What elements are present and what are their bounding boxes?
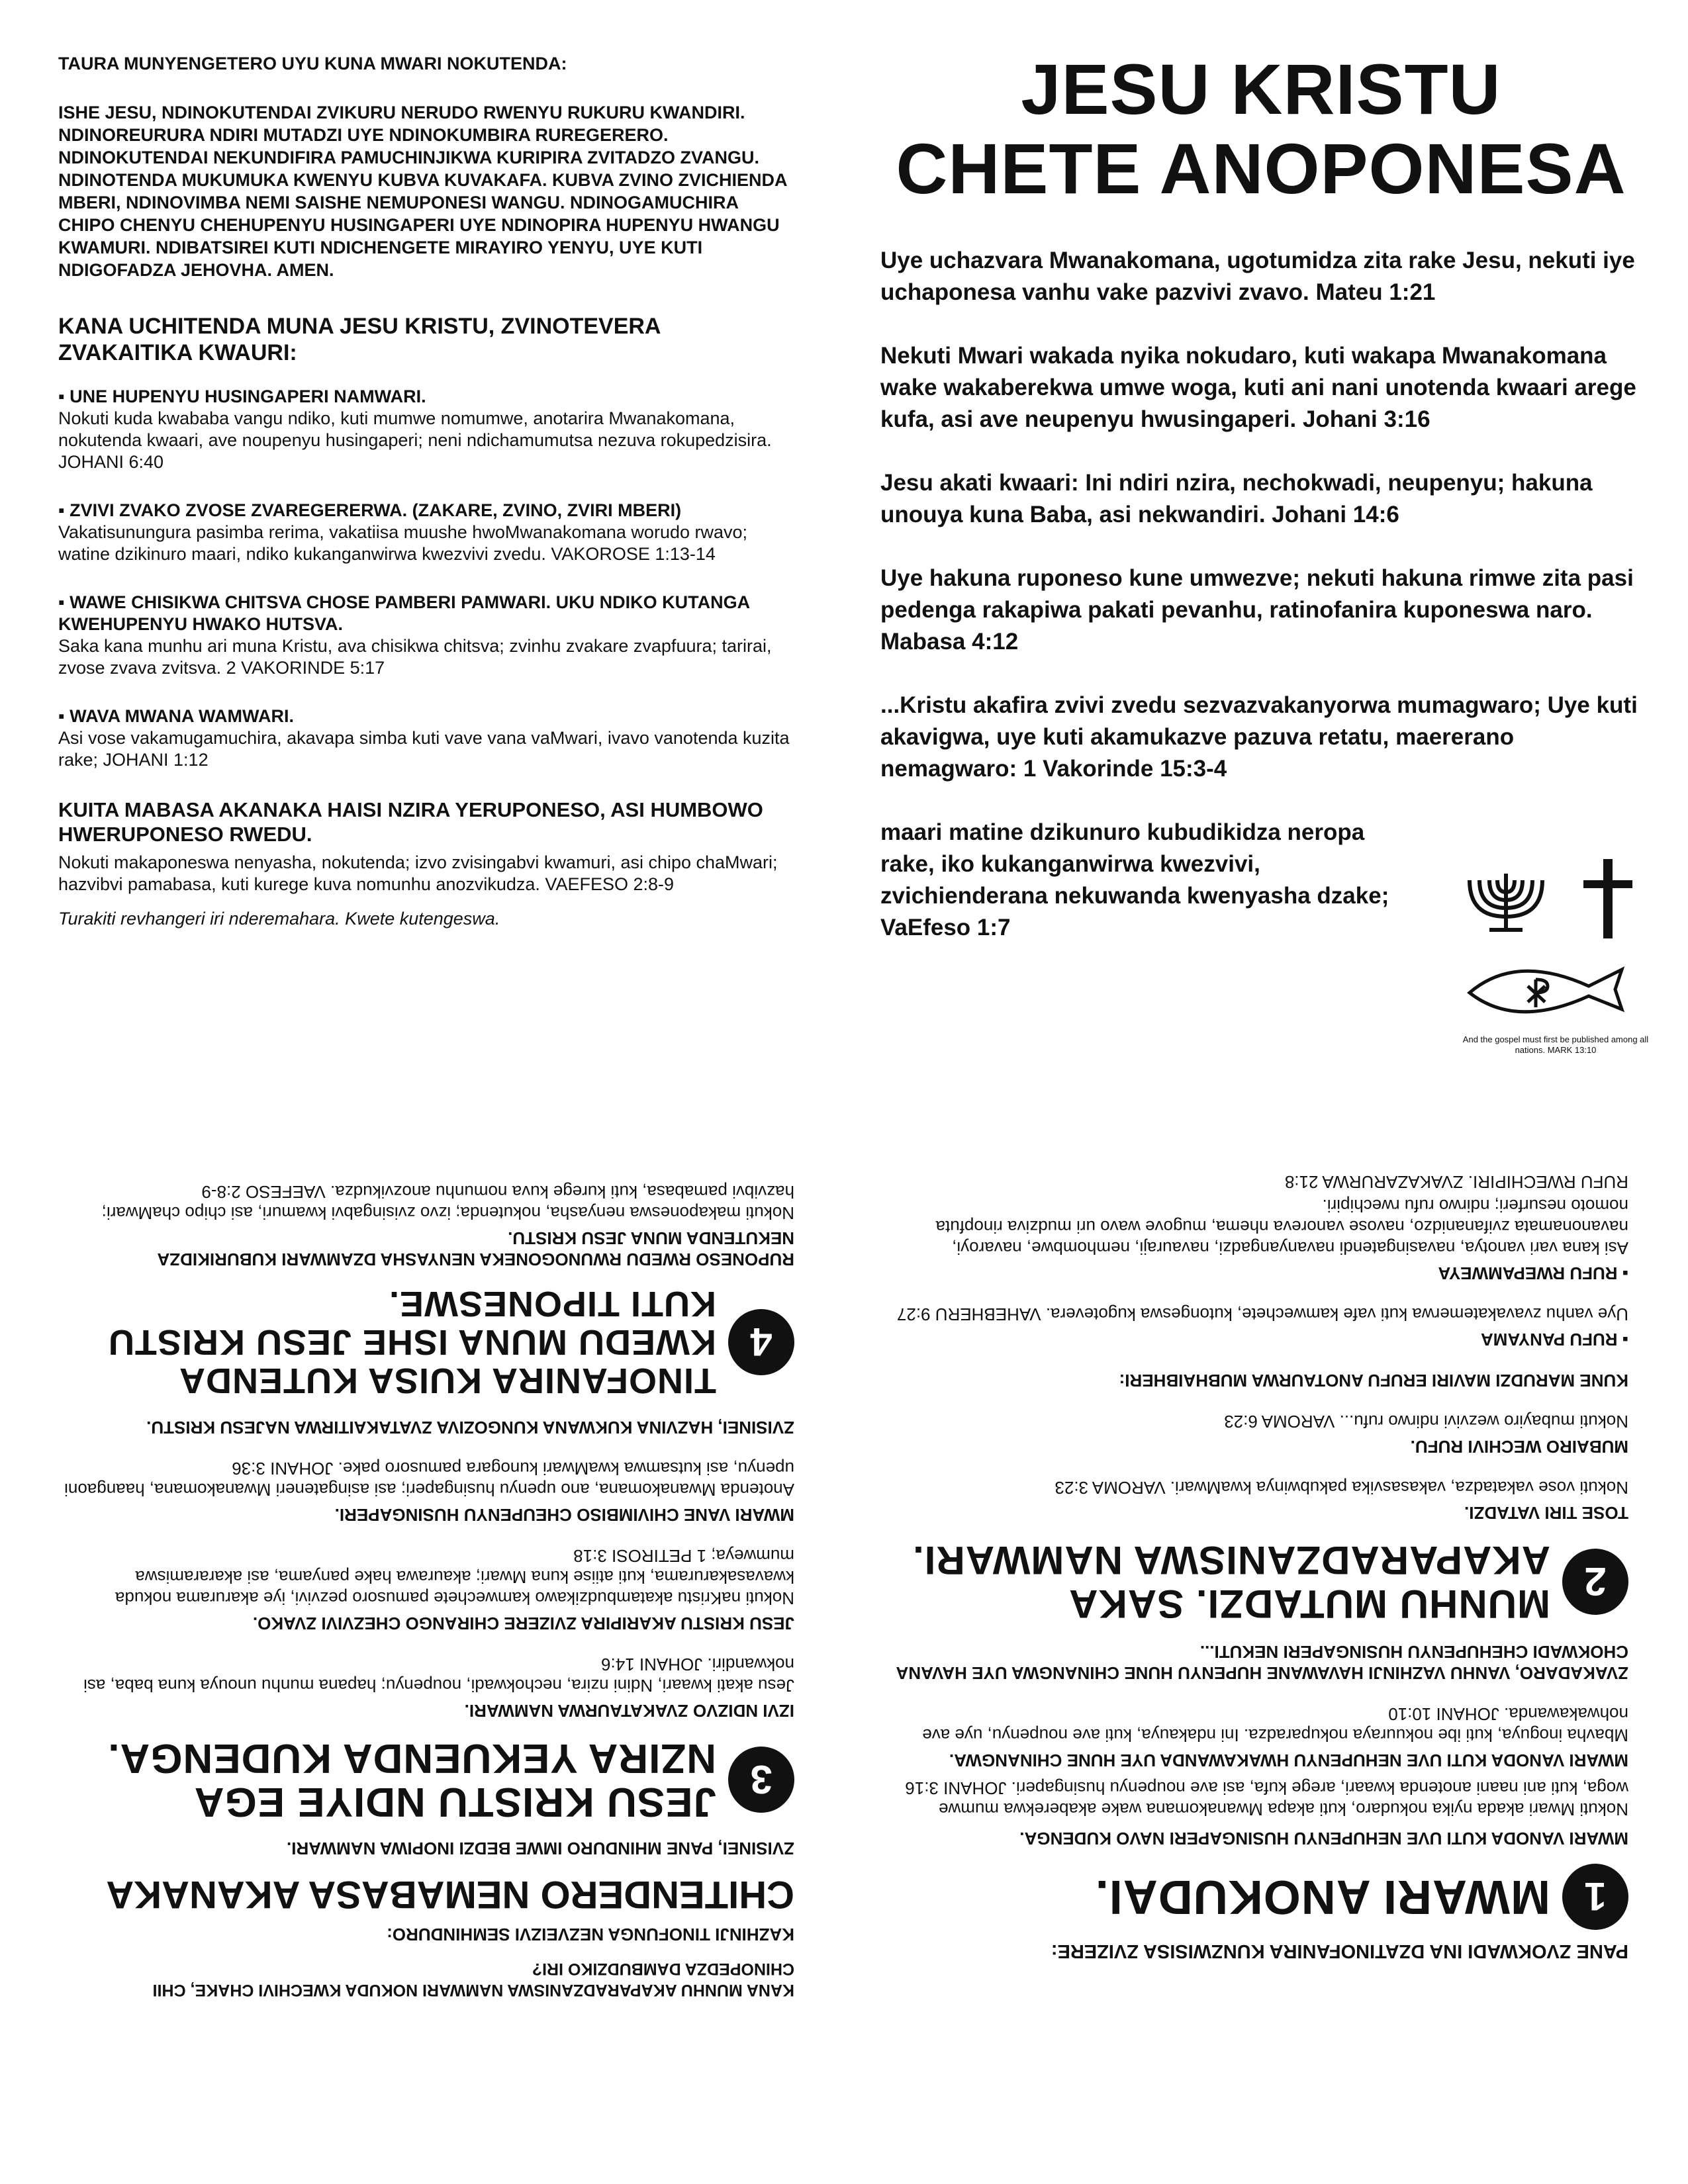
verse-mateu: Uye uchazvara Mwanakomana, ugotumidza zita rake Jesu, nekuti iye uchaponesa vanhu vake pazvivi zvavo. Mateu 1:21 [880, 248, 1635, 305]
bullet-body: Saka kana munhu ari muna Kristu, ava chisikwa chitsva; zvinhu zvakare zvapfuura; tarirai, zvose zvava zvitsva. 2 VAKORINDE 5:17 [58, 636, 772, 678]
sec3-b3-title: IZVI NDIZVO ZVAKATAURWA NAMWARI. [464, 1701, 794, 1721]
bullet-1 [58, 386, 793, 473]
sec3-b2-body: Nokuti naKristu akatambudzikawo kamwechete pamusoro pezvivi, iye akarurama nokuda kwavasakarurama, kuti atiise kuna Mwari; akaurawa hake panyama, asi akararamiswa mumweya; 1 PETIROSI 3:18 [115, 1546, 794, 1608]
sec2-top1: RUFU RWECHIPIRI. ZVAKAZARURWA 21:8 [1284, 1172, 1628, 1192]
sec3-note: ZVISINEI, PANE MHINDURO IMWE BEDZI INOPIWA NAMWARI. [287, 1839, 794, 1858]
sec2-mubairo-title: MUBAIRO WECHIVI RUFU. [1410, 1437, 1628, 1457]
sec2-rufu-panyama: ▪ RUFU PANYAMA [1480, 1330, 1628, 1349]
good-works-body: Nokuti makaponeswa nenyasha, nokutenda; izvo zvisingabvi kwamuri, asi chipo chaMwari; hazvibvi pamabasa, kuti kurege kuva nomunhu anozvikudza. VAEFESO 2:8-9 [58, 852, 778, 894]
sec3-b3-body: Jesu akati kwaari, Ndini nzira, nechokwadi, noupenyu; hapana munhu unouya kuna baba, asi nokwandiri. JOHANI 14:6 [83, 1655, 794, 1696]
sec4-intro: ZVISINEI, HAZVINA KUKWANA KUNGOZIVA ZVATAKAITIRWA NAJESU KRISTU. [146, 1418, 794, 1437]
bullet-3 [58, 592, 793, 679]
menorah-icon [1470, 874, 1542, 930]
main-title [880, 50, 1642, 208]
section-4-header [60, 1285, 794, 1400]
bullet-body: Vakatisunungura pasimba rerima, vakatiisa muushe hwoMwanakomana worudo rwavo; watine dzikinuro maari, ndiko kukanganwirwa kwezvivi zvedu. VAKOROSE 1:13-14 [58, 522, 748, 564]
symbols-block [1456, 854, 1655, 1056]
bullet-4 [58, 705, 793, 771]
sec3-b2-title: JESU KRISTU AKARIPIRA ZVIZERE CHIRANGO CHEZVIVI ZVAKO. [252, 1614, 794, 1633]
verse-johani-14-6: Jesu akati kwaari: Ini ndiri nzira, nechokwadi, neupenyu; hakuna unouya kuna Baba, asi nekwandiri. Johani 14:6 [880, 470, 1593, 527]
section-number-badge: 3 [728, 1747, 794, 1813]
sec2-top2: Asi kana vari vanotya, navasingatendi navanyangadzi, navauraji, nemhombwe, navaroyi, navanonamata zvifananidzo, navose vanoreva nhema, mugove wavo uri mudziva rinopfuta nomoto nesurferi; ndirwo rufu rwechipiri. [935, 1196, 1628, 1258]
chitendero-heading: CHITENDERO NEMABASA AKANAKA [106, 1873, 794, 1916]
bullet-body: Asi vose vakamugamuchira, akavapa simba kuti vave vana vaMwari, ivavo vanotenda kuzita rake; JOHANI 1:12 [58, 728, 790, 770]
heading-good-works: KUITA MABASA AKANAKA HAISI NZIRA YERUPONESO, ASI HUMBOWO HWERUPONESO RWEDU. [58, 798, 763, 846]
verse-johani-3-16: Nekuti Mwari wakada nyika nokudaro, kuti wakapa Mwanakomana wake wakaberekwa umwe woga, kuti ani nani unotenda kwaari arege kufa, asi ave neupenyu hwusingaperi. Johani 3:16 [880, 343, 1636, 432]
ichthys-icon [1470, 970, 1622, 1012]
section-2-title: MUNHU MUTADZI. SAKA AKAPARADZANISWA NAMWARI. [912, 1538, 1550, 1626]
sec1-b1-body: Nokuti Mwari akada nyika nokudaro, kuti akapa Mwanakomana wake akaberekwa mumwe woga, kuti ani naani anotenda kwaari, arege kufa, asi ave noupenyu husingaperi. JOHANI 3:16 [905, 1778, 1628, 1819]
bullet-title: ▪ WAWE CHISIKWA CHITSVA CHOSE PAMBERI PAMWARI. UKU NDIKO KUTANGA KWEHUPENYU HWAKO HUTSVA. [58, 592, 750, 634]
pane-heading: PANE ZVOKWADI INA DZATINOFANIRA KUNZWISISA ZVIZERE: [1051, 1940, 1628, 1962]
sec1-b2-body: Mbavha inoguya, kuti ibe nokuuraya nokuparadza. Ini ndakauya, kuti ave noupenyu, uye ave nohwakawanda. JOHANI 10:10 [922, 1704, 1628, 1745]
section-3-title: JESU KRISTU NDIYE EGA NZIRA YEKUENDA KUDENGA. [107, 1735, 716, 1825]
sec2-rufu-pamweya: ▪ RUFU RWEPAMWEYA [1438, 1263, 1628, 1283]
sec4-b1-title: RUPONESO RWEDU RWUNOGONEKA NENYASHA DZAMWARI KUBURIKIDZA NEKUTENDA MUNA JESU KRISTU. [158, 1228, 794, 1269]
title-line-2: CHETE ANOPONESA [896, 128, 1626, 208]
symbols-graphic [1456, 854, 1655, 1026]
bottom-right-panel [894, 1152, 1628, 1962]
bullet-2 [58, 500, 793, 565]
cross-icon [1583, 859, 1632, 938]
section-3-header [60, 1736, 794, 1823]
sec3-intro-body: Anotenda Mwanakomana, ano upenyu husingaperi; asi asingateneri Mwanakomana, haangaoni upenyu, asi kutsamwa kwaMwari kunogara pamusoro pake. JOHANI 3:36 [64, 1459, 794, 1500]
sec2-kune: KUNE MARUDZI MAVIRI ERUFU ANOTAURWA MUBHAIBHERI: [1119, 1371, 1628, 1390]
sec3-intro-title: MWARI VANE CHIVIMBISO CHEUPENYU HUSINGAPERI. [334, 1505, 794, 1525]
sec2-mubairo-body: Nokuti mubayiro wezvivi ndirwo rufu... VAROMA 6:23 [1224, 1412, 1628, 1432]
verse-mabasa: Uye hakuna ruponeso kune umwezve; nekuti hakuna rimwe zita pasi pedenga rakapiwa pakati pevanhu, ratinofanira kuponeswa naro. Mabasa 4:12 [880, 565, 1634, 655]
kazhinji-text: KAZHINJI TINOFUNGA NEZVEIZVI SEMHINDURO: [387, 1925, 794, 1944]
verse-vaefeso: maari matine dzikunuro kubudikidza neropa rake, iko kukanganwirwa kwezvivi, zvichienderana nekuwanda kwenyasha dzake; VaEfeso 1:7 [880, 819, 1389, 940]
free-tract-note: Turakiti revhangeri iri nderemahara. Kwete kutengeswa. [58, 909, 500, 929]
section-number-badge: 4 [728, 1309, 794, 1375]
prayer-heading: TAURA MUNYENGETERO UYU KUNA MWARI NOKUTENDA: [58, 54, 567, 73]
sec1-b0: MWARI VANODA KUTI UVE NEHUPENYU HUSINGAPERI NAVO KUDENGA. [1019, 1829, 1628, 1848]
bullet-title: ▪ UNE HUPENYU HUSINGAPERI NAMWARI. [58, 387, 426, 406]
verse-vakorinde: ...Kristu akafira zvivi zvedu sezvazvakanyorwa mumagwaro; Uye kuti akavigwa, uye kuti akamukazve pazuva retatu, maererano nemagwaro: 1 Vakorinde 15:3-4 [880, 692, 1638, 782]
prayer-text: ISHE JESU, NDINOKUTENDAI ZVIKURU NERUDO RWENYU RUKURU KWANDIRI. NDINOREURURA NDIRI MUTADZI UYE NDINOKUMBIRA RUREGERERO. NDINOKUTENDAI NEKUNDIFIRA PAMUCHINJIKWA KURIPIRA ZVITADZO ZVANGU. NDINOTENDA MUKUMUKA KWENYU KUBVA KUVAKAFA. KUBVA ZVINO ZVICHIENDA MBERI, NDINOVIMBA NEMI SAISHE NEMUPONESI WANGU. NDINOGAMUCHIRA CHIPO CHENYU CHEHUPENYU HUSINGAPERI UYE NDINOPIRA HUPENYU HWANGU KWAMURI. NDIBATSIREI KUTI NDICHENGETE MIRAYIRO YENYU, UYE KUTI NDIGOFADZA JEHOVHA. AMEN. [58, 103, 787, 280]
symbol-caption: And the gospel must first be published among all nations. MARK 13:10 [1462, 1034, 1649, 1055]
sec2-tose-title: TOSE TIRI VATADZI. [1464, 1503, 1628, 1523]
bottom-left-panel [60, 1161, 794, 2001]
sec1-b1-title: MWARI VANODA KUTI UVE NEHUPENYU HWAKAWANDA UYE HUNE CHINANGWA. [949, 1751, 1628, 1770]
kana-munhu-question: KANA MUNHU AKAPARADZANISWA NAMWARI NOKUDA KWECHIVI CHAKE, CHII CHINOPEDZA DAMBUDZIKO IRI? [152, 1960, 794, 1999]
title-line-1: JESU KRISTU [1021, 49, 1501, 129]
sec4-b1-body: Nokuti makaponeswa nenyasha, nokutenda; izvo zvisingabvi kwamuri, asi chipo chaMwari; hazvibvi pamabasa, kuti kurege kuva nomunhu anozvikudza. VAEFESO 2:8-9 [101, 1182, 794, 1223]
top-right-panel [880, 49, 1649, 1055]
heading-if-believe: KANA UCHITENDA MUNA JESU KRISTU, ZVINOTEVERA ZVAKAITIKA KWAURI: [58, 314, 661, 365]
sec2-rufu-body: Uye vanhu zvavakatemerwa kuti vafe kamwechete, kutongeswa kugotevera. VAHEBHERU 9:27 [896, 1304, 1628, 1324]
sec1-b2-title: ZVAKADARO, VANHU VAZHINJI HAVAWANE HUPENYU HUNE CHINANGWA UYE HAVANA CHOKWADI CHEHUPENYU HUSINGAPERI NEKUTI... [896, 1642, 1628, 1683]
section-number-badge: 1 [1562, 1864, 1628, 1930]
sec2-tose-body: Nokuti vose vakatadza, vakasasvika pakubwinya kwaMwari. VAROMA 3:23 [1055, 1478, 1628, 1498]
bullet-title: ▪ ZVIVI ZVAKO ZVOSE ZVAREGERERWA. (ZAKARE, ZVINO, ZVIRI MBERI) [58, 500, 682, 520]
section-number-badge: 2 [1562, 1549, 1628, 1615]
bullet-title: ▪ WAVA MWANA WAMWARI. [58, 706, 295, 726]
bullet-body: Nokuti kuda kwababa vangu ndiko, kuti mumwe nomumwe, anotarira Mwanakomana, nokutenda kwaari, ave noupenyu husingaperi; neni ndichamumutsa nezuva rokupedzisira. JOHANI 6:40 [58, 408, 772, 472]
section-1-header [894, 1864, 1628, 1930]
section-1-title: MWARI ANOKUDAI. [1094, 1870, 1550, 1923]
section-4-title: TINOFANIRA KUISA KUTENDA KWEDU MUNA ISHE JESU KRISTU KUTI TIPONESWE. [107, 1284, 716, 1400]
top-left-panel [58, 53, 793, 929]
section-2-header [894, 1538, 1628, 1625]
